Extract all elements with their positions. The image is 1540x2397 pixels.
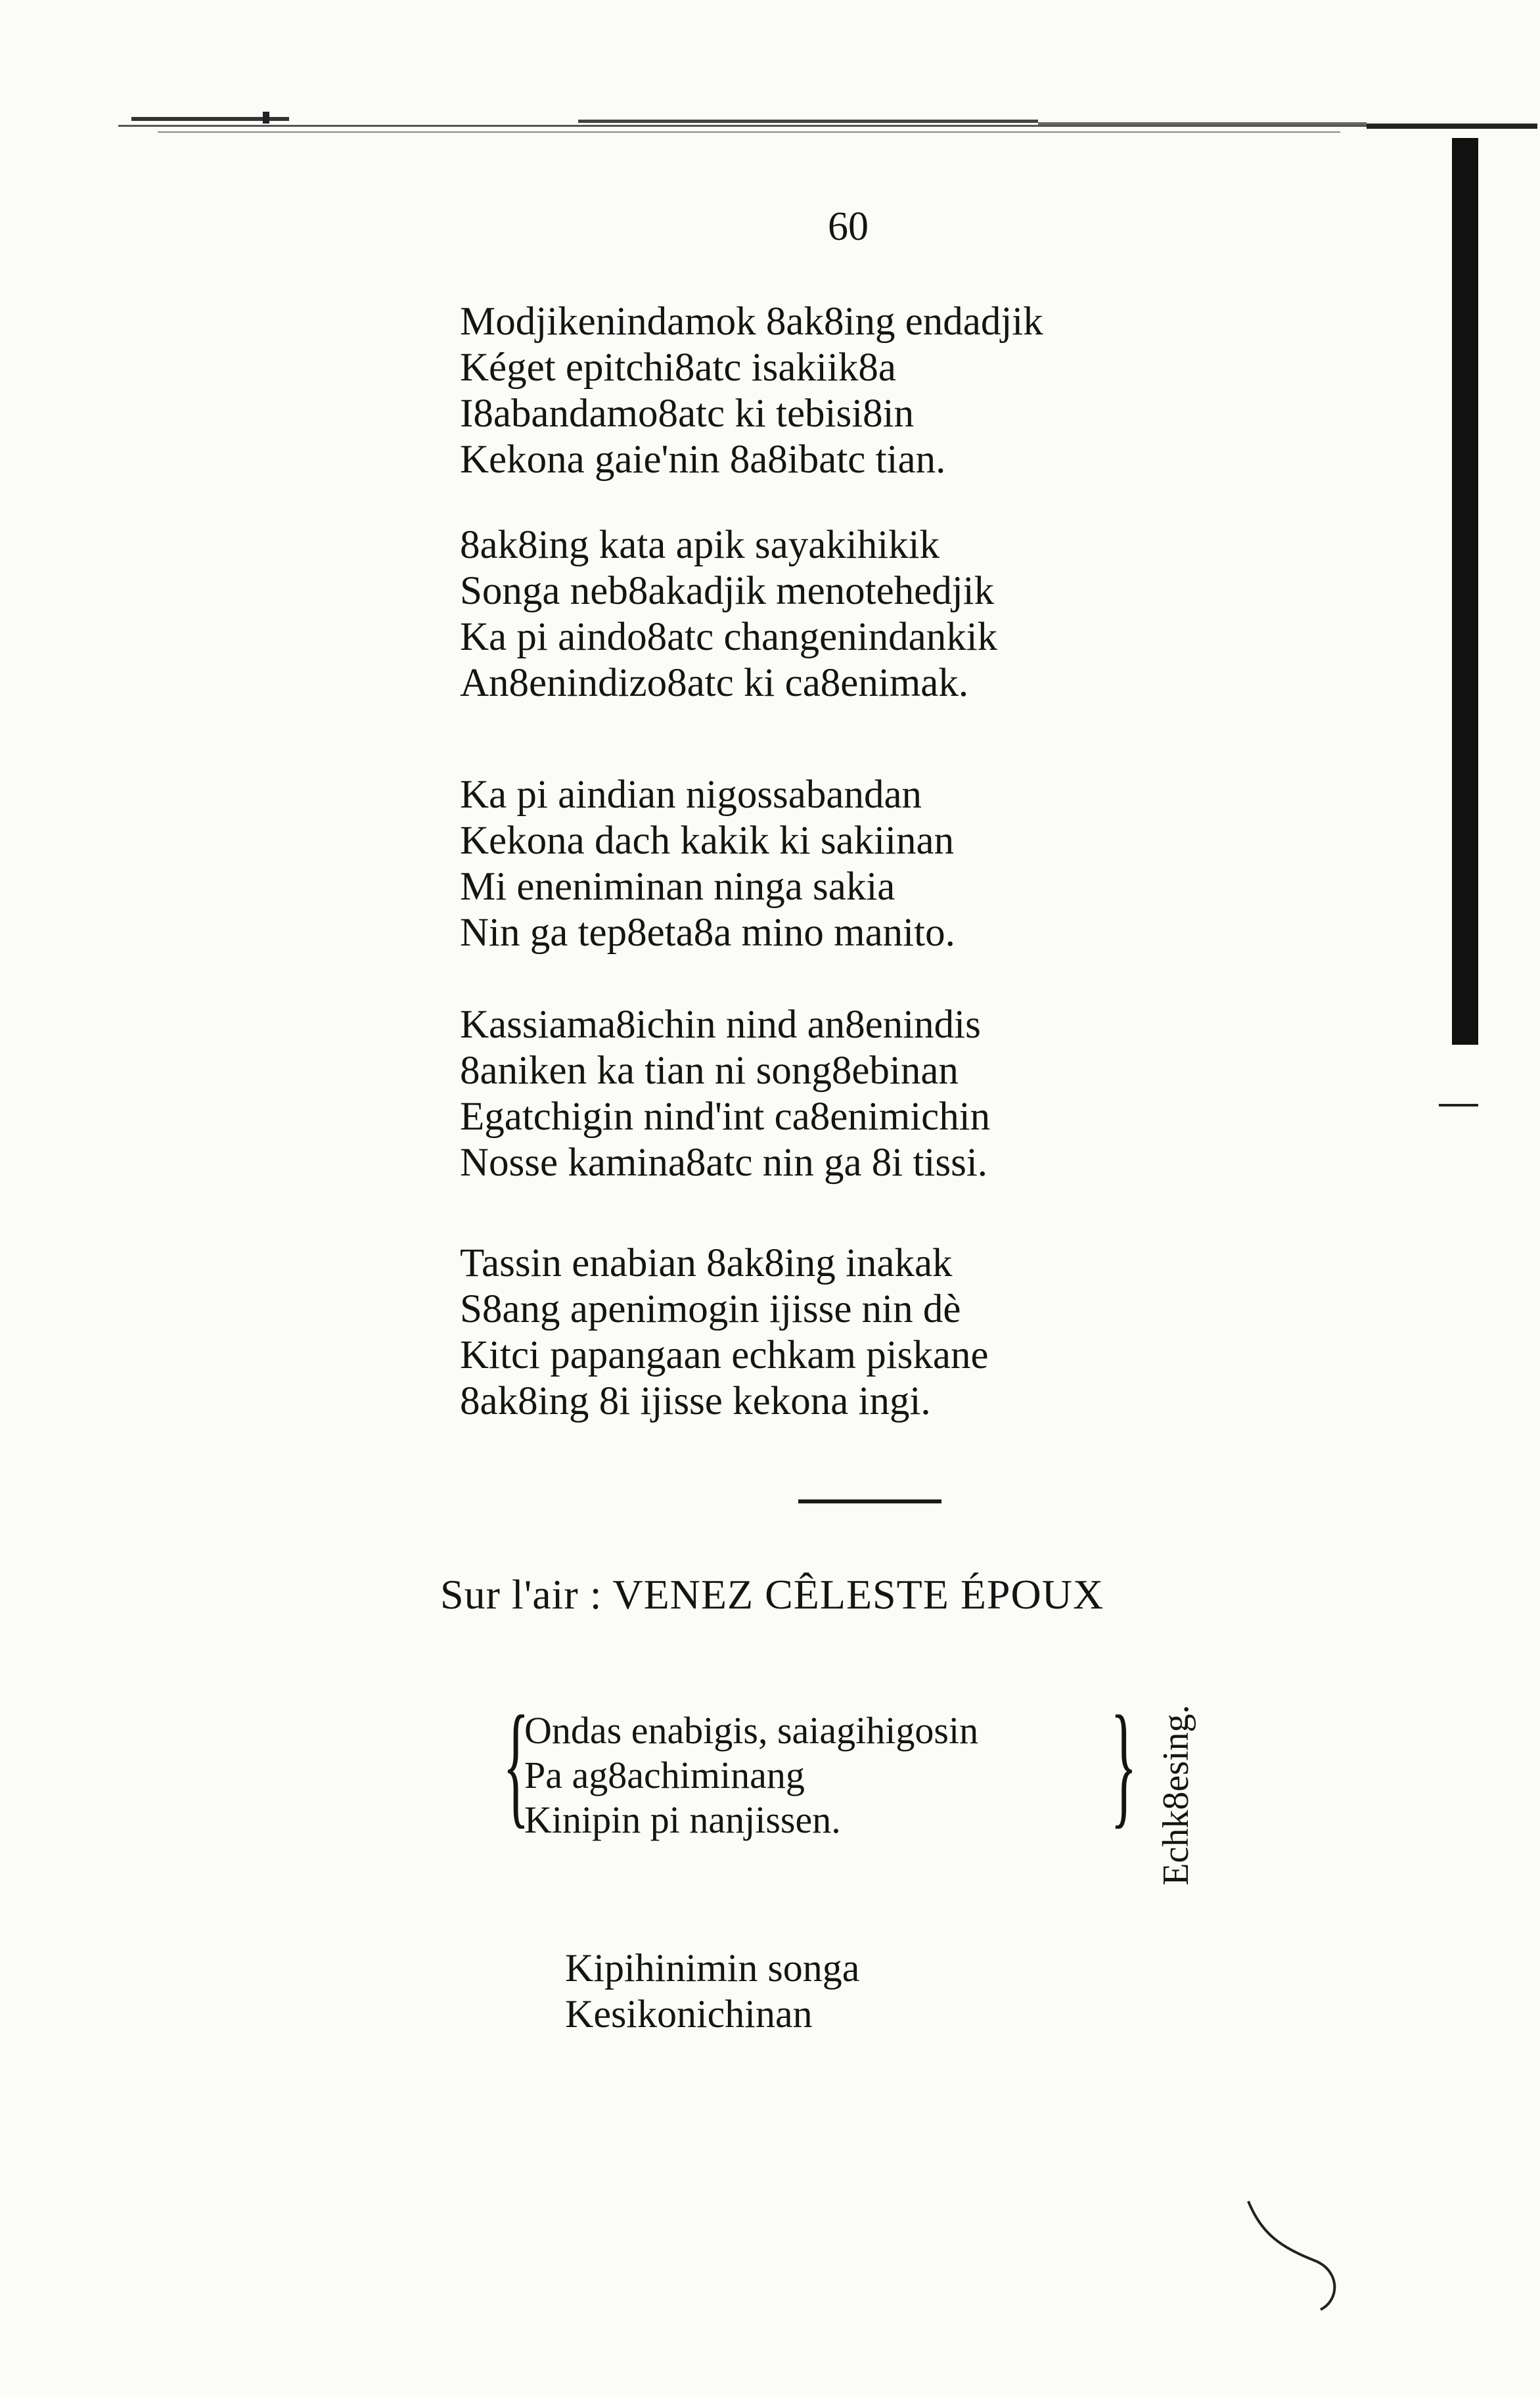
stanza-3: [460, 772, 955, 956]
stanza-line: Kitci papangaan echkam piskane: [460, 1333, 989, 1377]
stanza-4: [460, 1002, 990, 1186]
stanza-line: Nosse kamina8atc nin ga 8i tissi.: [460, 1141, 988, 1185]
scan-right-edge: [1452, 138, 1478, 1045]
stanza-line: Modjikenindamok 8ak8ing endadjik: [460, 300, 1043, 344]
refrain-side-label: Echk8esing.: [1156, 1704, 1196, 1886]
stanza-5: [460, 1241, 989, 1425]
stanza-line: 8ak8ing 8i ijisse kekona ingi.: [460, 1379, 931, 1423]
right-brace-icon: }: [1110, 1688, 1137, 1840]
scan-top-edge: [118, 105, 1537, 145]
refrain: [524, 1708, 978, 1842]
stanza-line: Songa neb8akadjik menotehedjik: [460, 569, 995, 613]
stanza-1: [460, 299, 1043, 483]
refrain-line: Ondas enabigis, saiagihigosin: [524, 1709, 979, 1752]
stanza-line: Nin ga tep8eta8a mino manito.: [460, 911, 955, 955]
stanza-line: I8abandamo8atc ki tebisi8in: [460, 392, 915, 436]
stanza-line: Mi eneniminan ninga sakia: [460, 865, 895, 909]
marginal-curve-icon: [1242, 2195, 1360, 2313]
final-stanza: [565, 1945, 859, 2037]
stanza-line: S8ang apenimogin ijisse nin dè: [460, 1287, 961, 1331]
stanza-line: Kekona dach kakik ki sakiinan: [460, 819, 955, 863]
stanza-line: Ka pi aindo8atc changenindankik: [460, 615, 998, 659]
page-number: 60: [828, 204, 869, 249]
final-line: Kipihinimin songa: [565, 1946, 860, 1990]
scan-right-tick: [1439, 1104, 1478, 1107]
final-line: Kesikonichinan: [565, 1992, 813, 2036]
stanza-2: [460, 522, 997, 706]
section-rule: [798, 1499, 941, 1503]
stanza-line: Ka pi aindian nigossabandan: [460, 773, 922, 817]
stanza-line: Kekona gaie'nin 8a8ibatc tian.: [460, 438, 946, 482]
refrain-line: Kinipin pi nanjissen.: [524, 1798, 841, 1841]
stanza-line: Tassin enabian 8ak8ing inakak: [460, 1241, 953, 1285]
stanza-line: An8enindizo8atc ki ca8enimak.: [460, 661, 969, 705]
stanza-line: Egatchigin nind'int ca8enimichin: [460, 1095, 991, 1139]
stanza-line: Kassiama8ichin nind an8enindis: [460, 1003, 981, 1047]
stanza-line: Kéget epitchi8atc isakiik8a: [460, 346, 896, 390]
left-brace-icon: {: [503, 1688, 530, 1840]
refrain-line: Pa ag8achiminang: [524, 1754, 805, 1796]
stanza-line: 8ak8ing kata apik sayakihikik: [460, 523, 940, 567]
stanza-line: 8aniken ka tian ni song8ebinan: [460, 1049, 959, 1093]
air-heading: Sur l'air : VENEZ CÊLESTE ÉPOUX: [440, 1571, 1104, 1618]
